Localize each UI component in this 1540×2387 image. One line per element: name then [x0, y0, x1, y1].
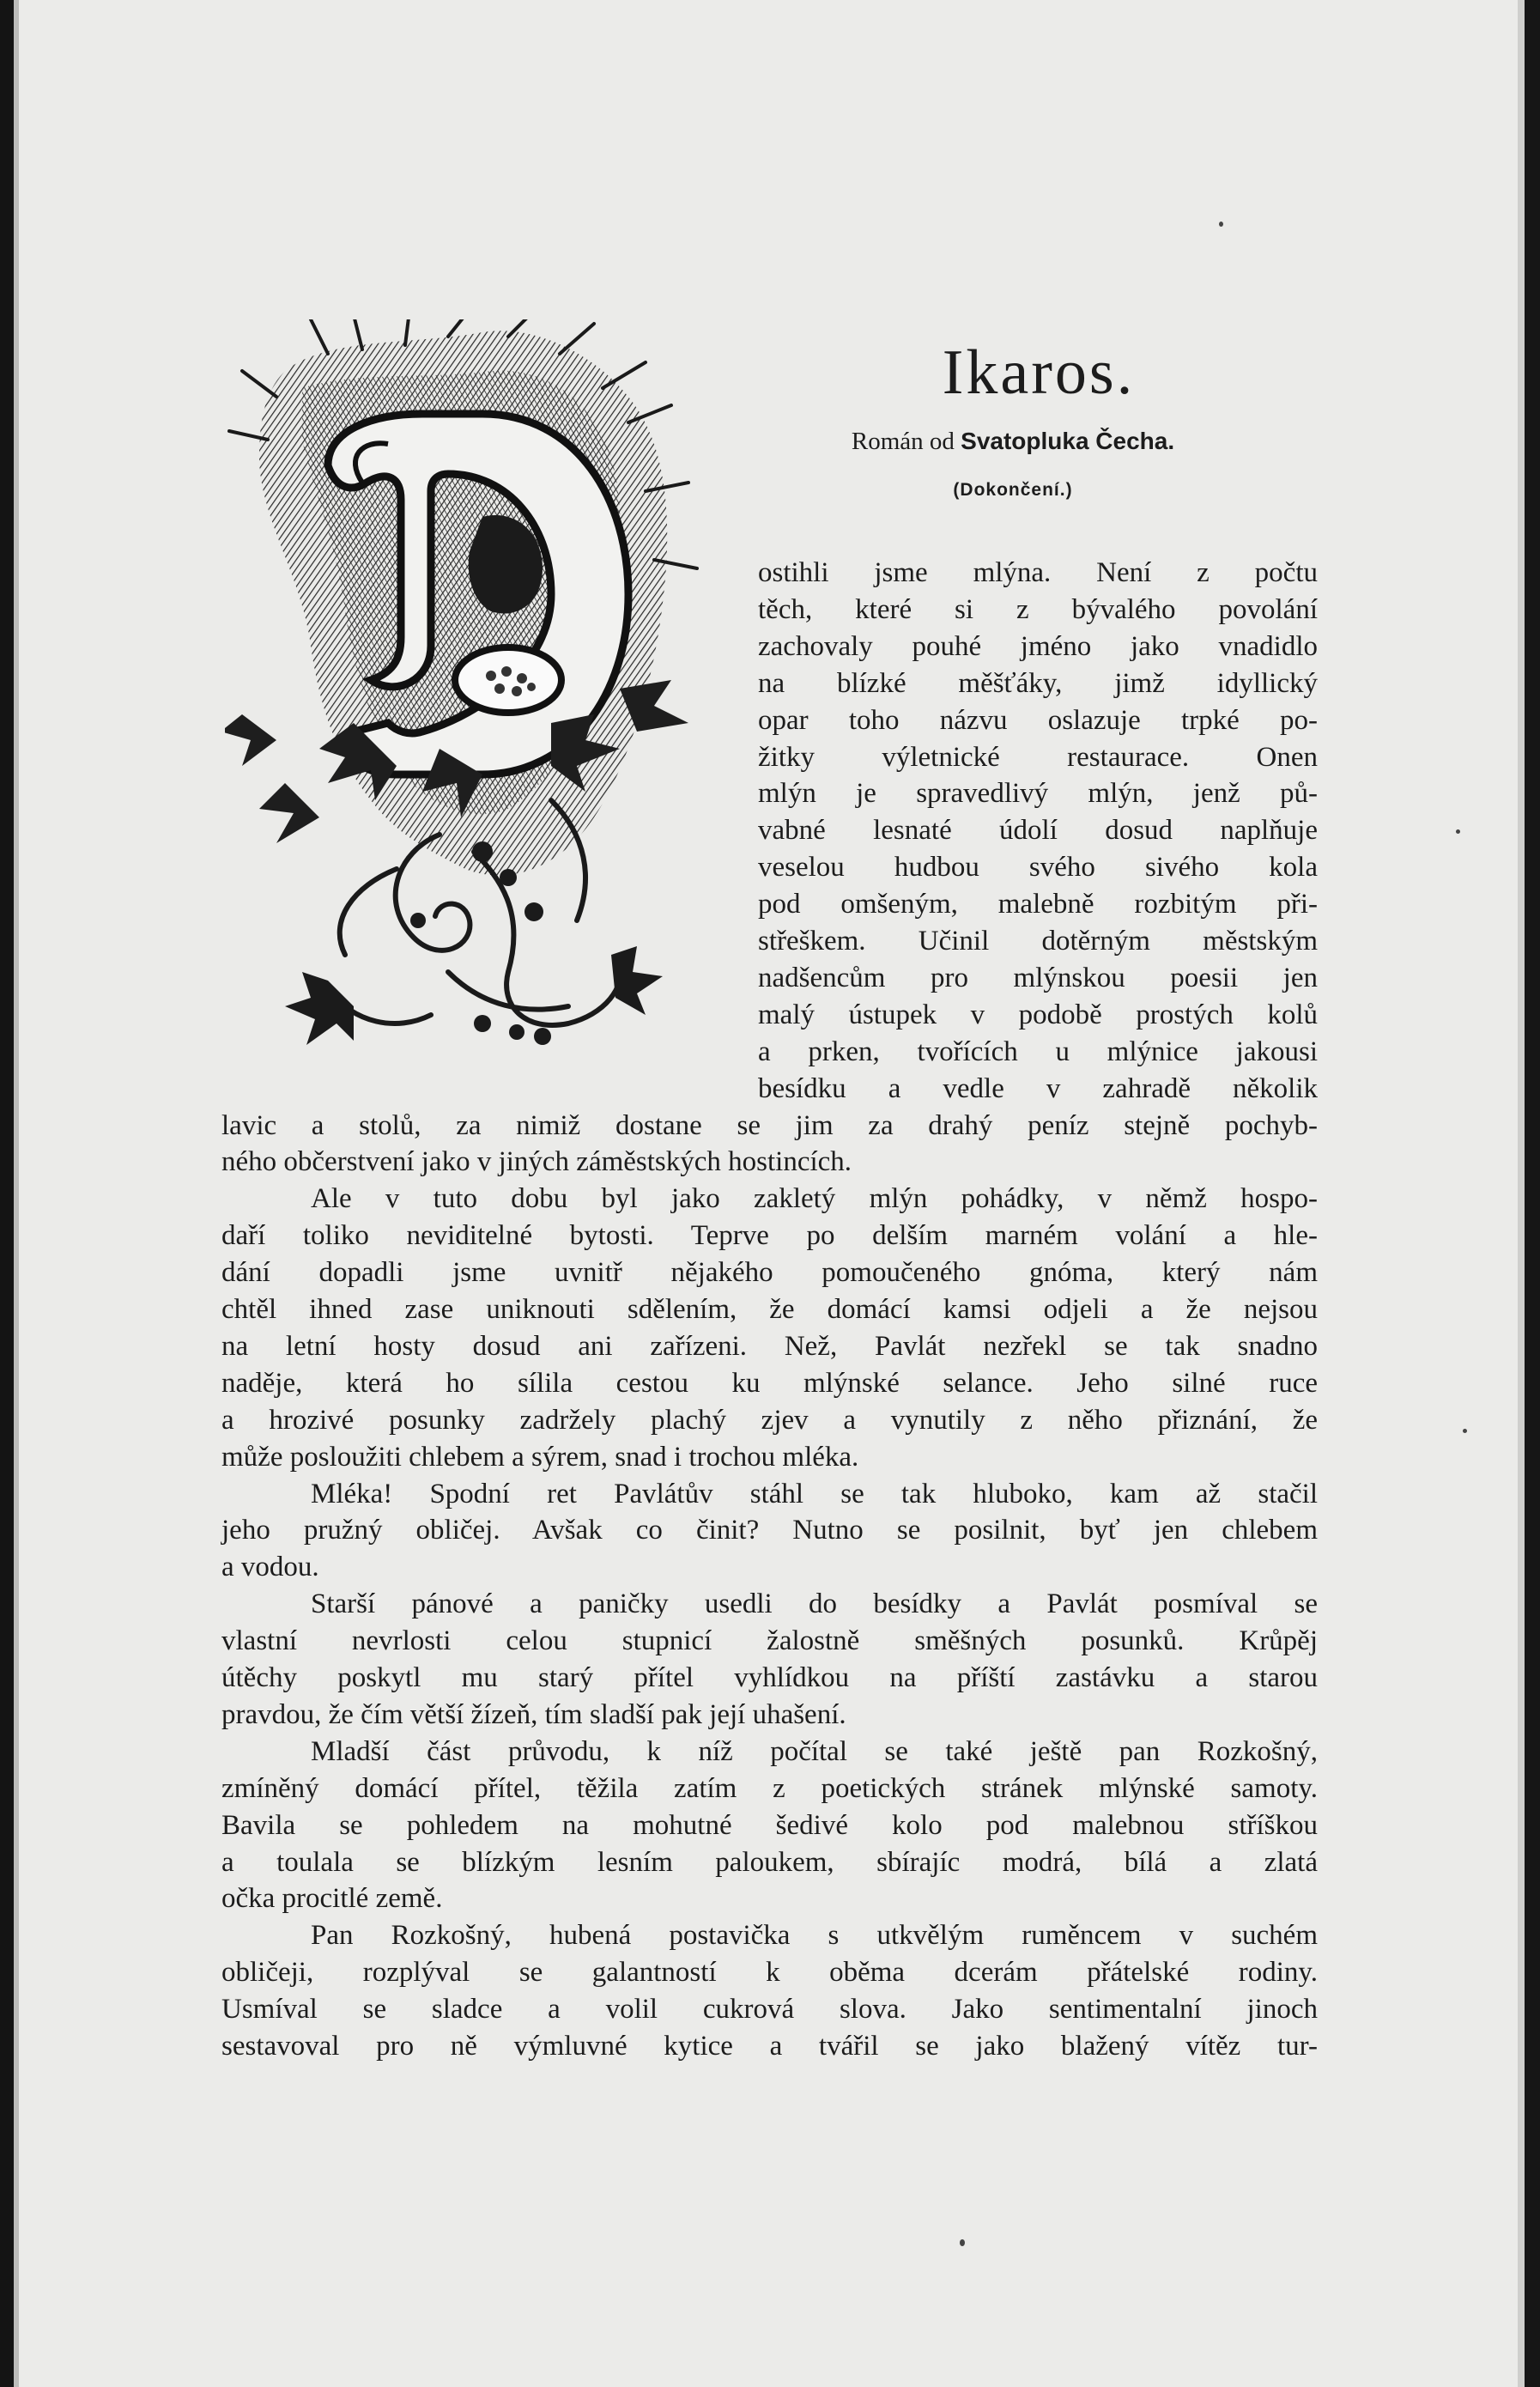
text-line: a vodou.: [221, 1552, 319, 1583]
scan-speck: [1463, 1429, 1467, 1433]
text-line: Mléka! Spodní ret Pavlátův stáhl se tak hluboko, kam až stačil: [311, 1478, 1318, 1509]
text-line: těch, které si z bývalého povolání: [758, 593, 1318, 625]
text-line: útěchy poskytl mu starý přítel vyhlídkou na příští zastávku a starou: [221, 1662, 1318, 1693]
left-scan-edge: [0, 0, 14, 2387]
text-line: malý ústupek v podobě prostých kolů: [758, 999, 1318, 1030]
text-line: žitky výletnické restaurace. Onen: [758, 741, 1318, 773]
text-line: může posloužiti chlebem a sýrem, snad i trochou mléka.: [221, 1441, 859, 1473]
text-line: ného občerstvení jako v jiných záměstských hostincích.: [221, 1146, 852, 1178]
right-scan-edge: [1525, 0, 1540, 2387]
text-line: na blízké měšťáky, jimž idyllický: [758, 667, 1318, 699]
text-line: Usmíval se sladce a volil cukrová slova. Jako sentimentalní jinoch: [221, 1994, 1318, 2026]
text-line: jeho pružný obličej. Avšak co činit? Nutno se posilnit, byť jen chlebem: [221, 1515, 1318, 1546]
text-line: zachovaly pouhé jméno jako vnadidlo: [758, 630, 1318, 662]
text-line: vabné lesnaté údolí dosud naplňuje: [758, 815, 1318, 847]
text-line: besídku a vedle v zahradě několik: [758, 1072, 1318, 1104]
text-line: vlastní nevrlosti celou stupnicí žalostně směšných posunků. Krůpěj: [221, 1625, 1318, 1657]
left-scan-edge-inner: [14, 0, 19, 2387]
text-line: veselou hudbou svého sivého kola: [758, 852, 1318, 884]
continuation-note: (Dokončení.): [953, 480, 1073, 500]
page-title: Ikaros.: [942, 337, 1136, 408]
text-line: na letní hosty dosud ani zařízeni. Než, Pavlát nezřekl se tak snadno: [221, 1330, 1318, 1362]
text-line: a hrozivé posunky zadržely plachý zjev a vynutily z něho přiznání, že: [221, 1404, 1318, 1436]
right-scan-edge-inner: [1518, 0, 1525, 2387]
scan-speck: [1456, 829, 1460, 834]
text-line: nadšencům pro mlýnskou poesii jen: [758, 962, 1318, 993]
scan-speck: [1219, 222, 1223, 227]
text-line: chtěl ihned zase uniknouti sdělením, že domácí kamsi odjeli a že nejsou: [221, 1294, 1318, 1325]
author-name: Svatopluka Čecha.: [961, 428, 1175, 454]
text-line: sestavoval pro ně výmluvné kytice a tvářil se jako blažený vítěz tur-: [221, 2031, 1318, 2062]
text-line: Mladší část průvodu, k níž počítal se také ještě pan Rozkošný,: [311, 1735, 1318, 1767]
text-line: opar toho názvu oslazuje trpké po-: [758, 704, 1318, 736]
text-line: střeškem. Učinil dotěrným městským: [758, 926, 1318, 957]
text-line: a prken, tvořících u mlýnice jakousi: [758, 1036, 1318, 1067]
text-line: pravdou, že čím větší žízeň, tím sladší pak její uhašení.: [221, 1698, 846, 1730]
scan-speck: [960, 2239, 965, 2246]
text-line: daří toliko neviditelné bytosti. Teprve po delším marném volání a hle-: [221, 1220, 1318, 1252]
text-line: zmíněný domácí přítel, těžila zatím z poetických stránek mlýnské samoty.: [221, 1772, 1318, 1804]
text-line: Ale v tuto dobu byl jako zakletý mlýn pohádky, v němž hospo-: [311, 1183, 1318, 1215]
text-line: očka procitlé země.: [221, 1883, 443, 1915]
text-line: dání dopadli jsme uvnitř nějakého pomoučeného gnóma, který nám: [221, 1257, 1318, 1289]
text-line: mlýn je spravedlivý mlýn, jenž pů-: [758, 778, 1318, 810]
text-line: Pan Rozkošný, hubená postavička s utkvělým ruměncem v suchém: [311, 1920, 1318, 1952]
subtitle-prefix: Román od: [851, 428, 955, 455]
text-line: lavic a stolů, za nimiž dostane se jim za drahý peníz stejně pochyb-: [221, 1109, 1318, 1141]
text-line: obličeji, rozplýval se galantností k oběma dcerám přátelské rodiny.: [221, 1957, 1318, 1989]
text-line: ostihli jsme mlýna. Není z počtu: [758, 557, 1318, 588]
text-line: naděje, která ho sílila cestou ku mlýnské selance. Jeho silné ruce: [221, 1367, 1318, 1399]
text-line: a toulala se blízkým lesním paloukem, sbírajíc modrá, bílá a zlatá: [221, 1846, 1318, 1878]
subtitle: [773, 428, 1253, 456]
text-line: pod omšeným, malebně rozbitým při-: [758, 889, 1318, 920]
text-line: Bavila se pohledem na mohutné šedivé kolo pod malebnou stříškou: [221, 1809, 1318, 1841]
ornate-drop-cap-icon: [225, 319, 731, 1075]
text-line: Starší pánové a paničky usedli do besídky a Pavlát posmíval se: [311, 1588, 1318, 1620]
